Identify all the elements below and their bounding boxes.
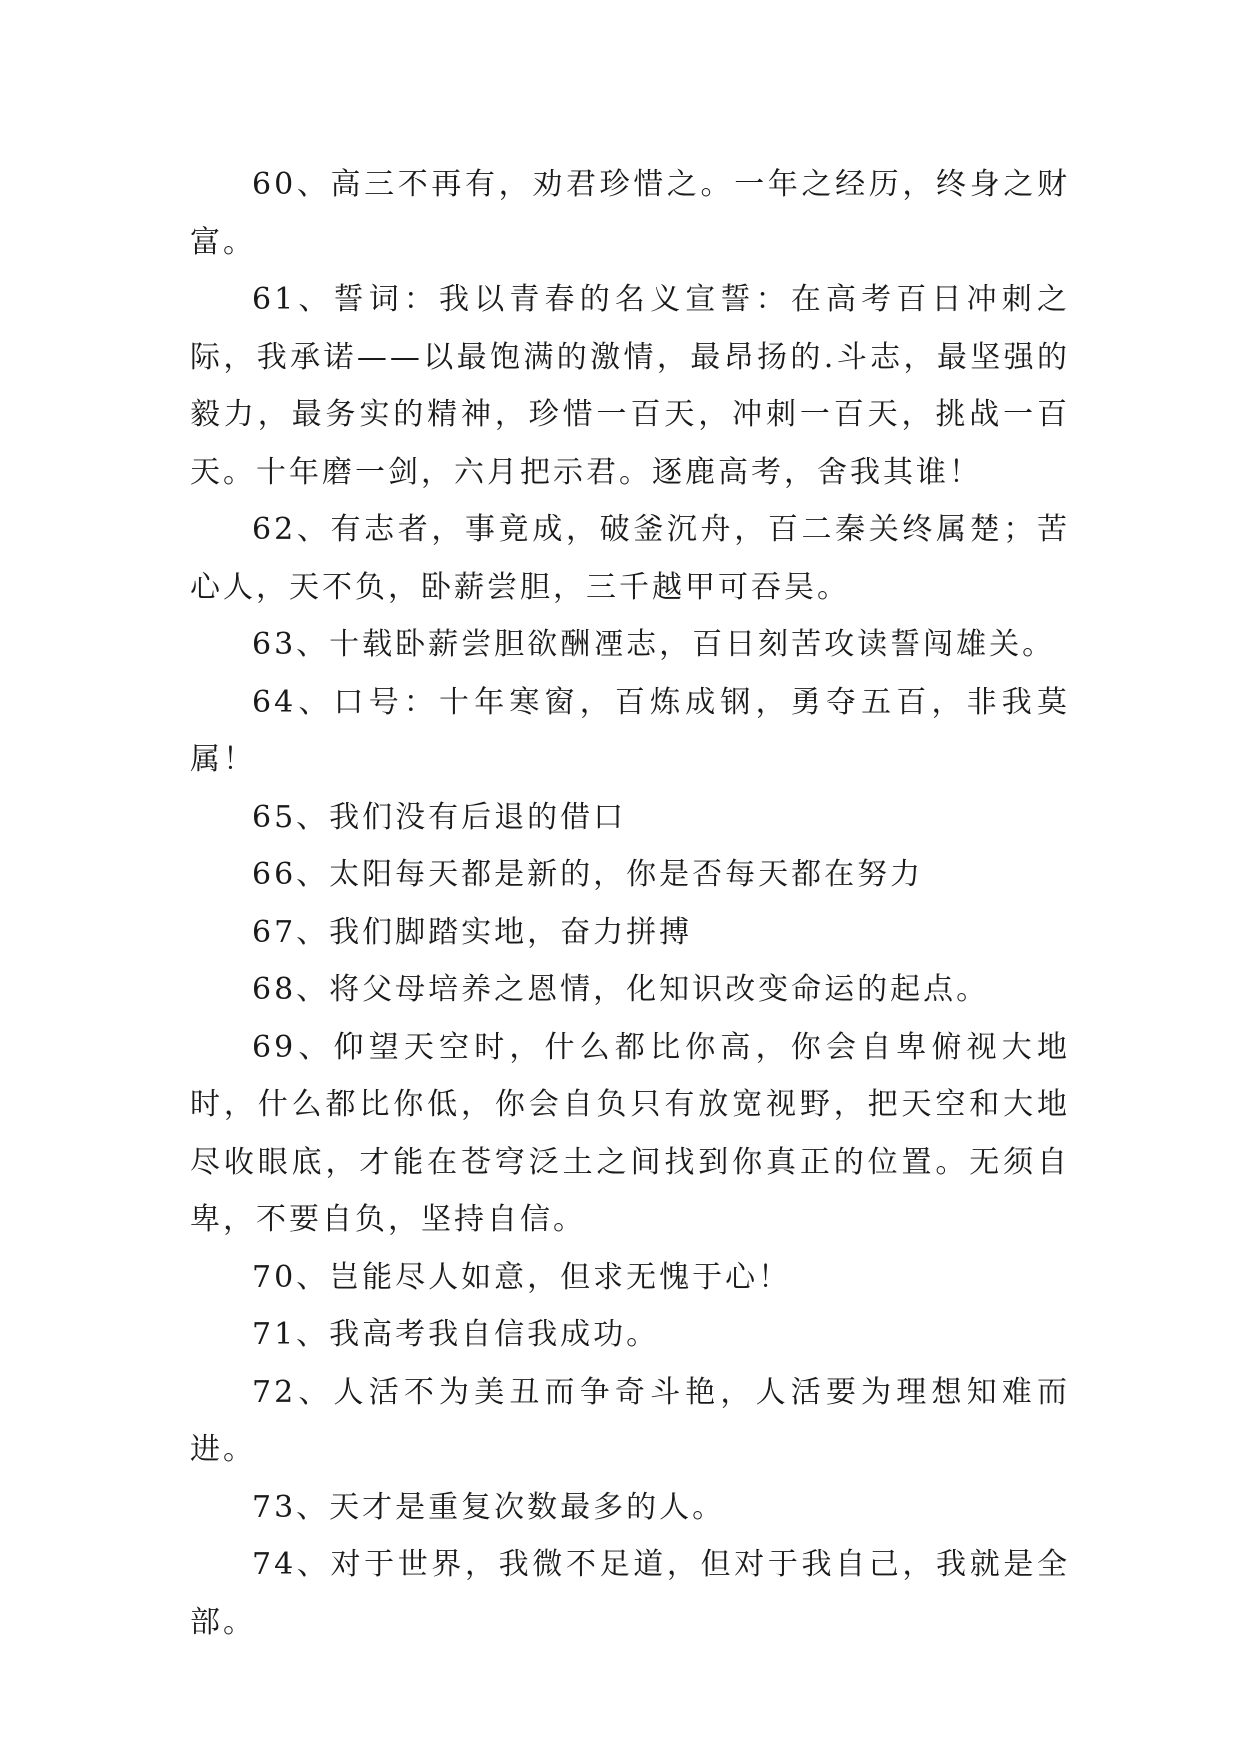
paragraph-71: 71、我高考我自信我成功。 (252, 1317, 660, 1352)
paragraph-68: 68、将父母培养之恩情，化知识改变命运的起点。 (252, 972, 990, 1007)
paragraph-70: 70、岂能尽人如意，但求无愧于心！ (252, 1259, 792, 1295)
paragraph-67: 67、我们脚踏实地，奋力拼搏 (252, 914, 693, 950)
paragraph-60: 60、高三不再有，劝君珍惜之。一年之经历，终身之财富。 (190, 167, 1070, 260)
paragraph-63: 63、十载卧薪尝胆欲酬凐志，百日刻苦攻读誓闯雄关。 (252, 627, 1056, 662)
paragraph-73: 73、天才是重复次数最多的人。 (252, 1489, 726, 1525)
paragraph-69: 69、仰望天空时，什么都比你高，你会自卑俯视大地时，什么都比你低，你会自负只有放宽视野，把天空和大地尽收眼底，才能在苍穹泛土之间找到你真正的位置。无须自卑，不要自负，坚持自信。 (190, 1029, 1070, 1237)
paragraph-62: 62、有志者，事竟成，破釜沉舟，百二秦关终属楚；苦心人，天不负，卧薪尝胆，三千越甲可吞吴。 (190, 512, 1070, 605)
paragraph-72: 72、人活不为美丑而争奇斗艳，人活要为理想知难而进。 (190, 1374, 1070, 1467)
paragraph-66: 66、太阳每天都是新的，你是否每天都在努力 (252, 857, 924, 892)
paragraph-65: 65、我们没有后退的借口 (252, 799, 627, 835)
paragraph-74: 74、对于世界，我微不足道，但对于我自己，我就是全部。 (190, 1547, 1070, 1640)
paragraph-64: 64、口号：十年寒窗，百炼成钢，勇夺五百，非我莫属！ (190, 684, 1070, 777)
paragraph-61: 61、誓词：我以青春的名义宣誓：在高考百日冲刺之际，我承诺——以最饱满的激情，最昂扬的.斗志，最坚强的毅力，最务实的精神，珍惜一百天，冲刺一百天，挑战一百天。十年磨一剑，六月把示君。逐鹿高考，舍我其谁！ (190, 282, 1070, 490)
document-body (190, 156, 1070, 1651)
